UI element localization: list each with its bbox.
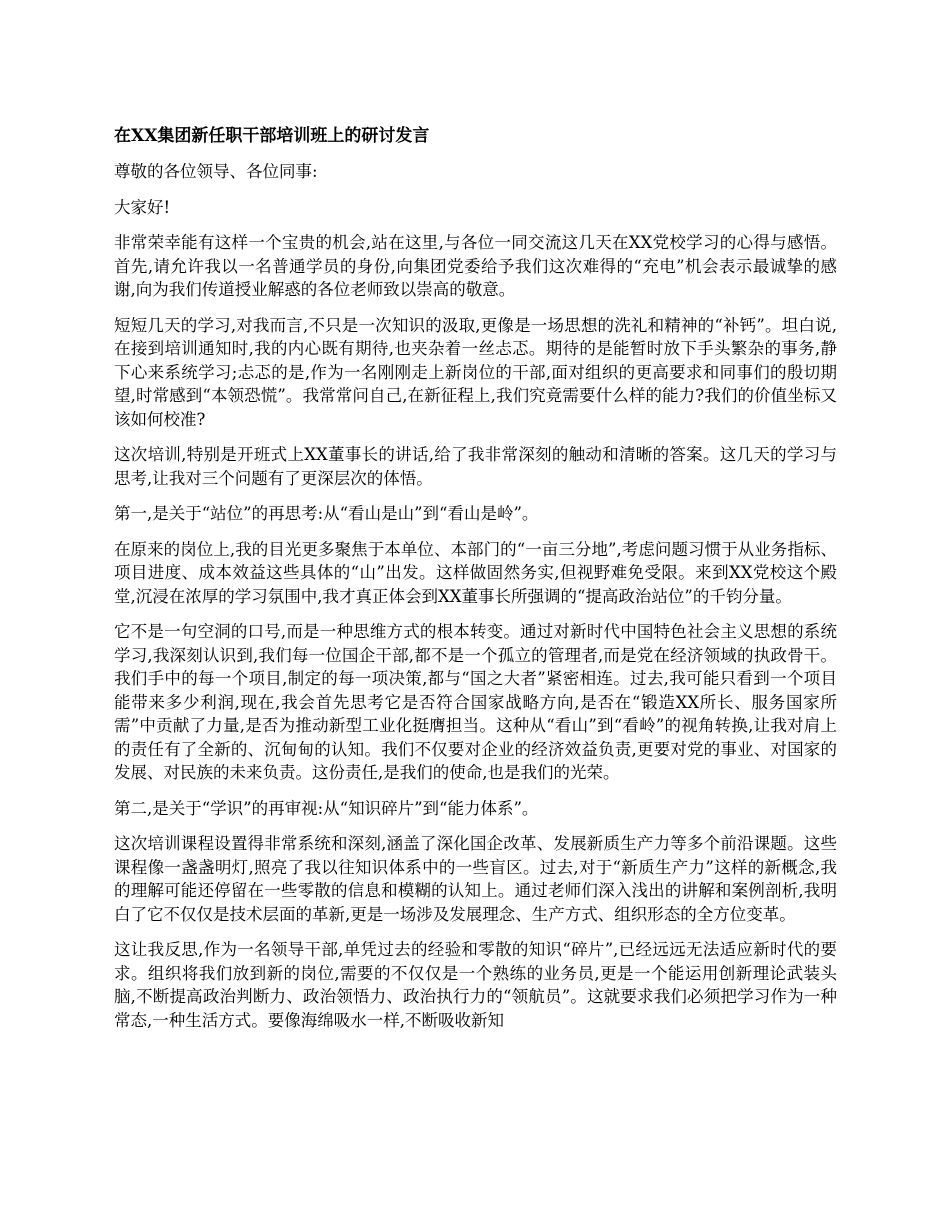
paragraph-course-content: 这次培训课程设置得非常系统和深刻,涵盖了深化国企改革、发展新质生产力等多个前沿课题。这些课程像一盏盏明灯,照亮了我以往知识体系中的一些盲区。过去,对于“新质生产力”这样的新概念,我的理解可能还停留在一些零散的信息和模糊的认知上。通过老师们深入浅出的讲解和案例剖析,我明白了它不仅仅是技术层面的革新,更是一场涉及发展理念、生产方式、组织形态的全方位变革。 [114, 834, 837, 924]
section-heading-first: 第一,是关于“站位”的再思考:从“看山是山”到“看山是岭”。 [114, 504, 539, 523]
salutation: 尊敬的各位领导、各位同事: [114, 162, 318, 181]
paragraph-self-reflection: 这让我反思,作为一名领导干部,单凭过去的经验和零散的知识“碎片”,已经远远无法适应新时代的要求。组织将我们放到新的岗位,需要的不仅仅是一个熟练的业务员,更是一个能运用创新理论武装头脑,不断提高政治判断力、政治领悟力、政治执行力的“领航员”。这就要求我们必须把学习作为一种常态,一种生活方式。要像海绵吸水一样,不断吸收新知 [114, 940, 837, 1030]
greeting: 大家好! [114, 197, 171, 217]
paragraph-former-position: 在原来的岗位上,我的目光更多聚焦于本单位、本部门的“一亩三分地”,考虑问题习惯于从业务指标、项目进度、成本效益这些具体的“山”出发。这样做固然务实,但视野难免受限。来到XX党校这个殿堂,沉浸在浓厚的学习氛围中,我才真正体会到XX董事长所强调的“提高政治站位”的千钧分量。 [114, 539, 837, 606]
document-title: 在XX集团新任职干部培训班上的研讨发言 [114, 126, 430, 146]
document-page [114, 124, 837, 1044]
paragraph-study-reflection: 短短几天的学习,对我而言,不只是一次知识的汲取,更像是一场思想的洗礼和精神的“补钙”。坦白说,在接到培训通知时,我的内心既有期待,也夹杂着一丝忐忑。期待的是能暂时放下手头繁杂的事务,静下心来系统学习;忐忑的是,作为一名刚刚走上新岗位的干部,面对组织的更高要求和同事们的殷切期望,时常感到“本领恐慌”。我常常问自己,在新征程上,我们究竟需要什么样的能力?我们的价值坐标又该如何校准? [114, 315, 837, 429]
section-heading-second: 第二,是关于“学识”的再审视:从“知识碎片”到“能力体系”。 [114, 798, 539, 818]
paragraph-opening-thanks: 非常荣幸能有这样一个宝贵的机会,站在这里,与各位一同交流这几天在XX党校学习的心得与感悟。首先,请允许我以一名普通学员的身份,向集团党委给予我们这次难得的“充电”机会表示最诚挚的感谢,向为我们传道授业解惑的各位老师致以崇高的敬意。 [114, 233, 837, 299]
paragraph-training-impact: 这次培训,特别是开班式上XX董事长的讲话,给了我非常深刻的触动和清晰的答案。这几天的学习与思考,让我对三个问题有了更深层次的体悟。 [114, 445, 837, 488]
paragraph-political-standing: 它不是一句空洞的口号,而是一种思维方式的根本转变。通过对新时代中国特色社会主义思想的系统学习,我深刻认识到,我们每一位国企干部,都不是一个孤立的管理者,而是党在经济领域的执政骨干。我们手中的每一个项目,制定的每一项决策,都与“国之大者”紧密相连。过去,我可能只看到一个项目能带来多少利润,现在,我会首先思考它是否符合国家战略方向,是否在“锻造XX所长、服务国家所需”中贡献了力量,是否为推动新型工业化挺膺担当。这种从“看山”到“看岭”的视角转换,让我对肩上的责任有了全新的、沉甸甸的认知。我们不仅要对企业的经济效益负责,更要对党的事业、对国家的发展、对民族的未来负责。这份责任,是我们的使命,也是我们的光荣。 [114, 622, 837, 782]
